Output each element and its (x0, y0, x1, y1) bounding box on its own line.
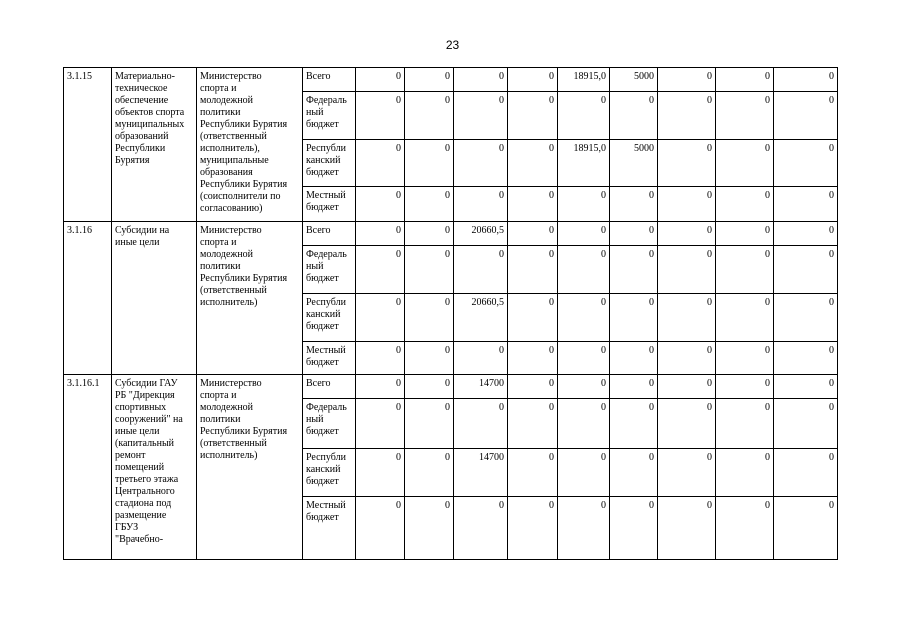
funding-value: 0 (405, 375, 454, 399)
funding-value: 0 (610, 222, 658, 246)
funding-value: 0 (774, 246, 838, 294)
funding-value: 0 (405, 92, 454, 140)
measure-name: Материально- техническое обеспечение объектов спорта муниципальных образований Республики Бурятия (112, 68, 197, 222)
funding-value: 14700 (454, 375, 508, 399)
funding-value: 0 (774, 140, 838, 187)
funding-value: 0 (658, 140, 716, 187)
funding-value: 0 (356, 68, 405, 92)
funding-value: 20660,5 (454, 222, 508, 246)
funding-value: 0 (558, 222, 610, 246)
funding-value: 0 (454, 497, 508, 560)
funding-value: 0 (774, 497, 838, 560)
funding-value: 0 (454, 140, 508, 187)
measure-executor: Министерство спорта и молодежной политики Республики Бурятия (ответственный исполнитель) (197, 222, 303, 375)
funding-value: 0 (356, 399, 405, 449)
measure-code: 3.1.16 (64, 222, 112, 375)
funding-value: 0 (658, 92, 716, 140)
funding-value: 0 (774, 187, 838, 222)
funding-value: 0 (774, 342, 838, 375)
funding-value: 0 (716, 497, 774, 560)
measure-code: 3.1.16.1 (64, 375, 112, 560)
funding-value: 0 (508, 294, 558, 342)
funding-value: 0 (508, 187, 558, 222)
funding-value: 0 (405, 246, 454, 294)
funding-value: 0 (716, 222, 774, 246)
measure-code: 3.1.15 (64, 68, 112, 222)
funding-value: 0 (508, 342, 558, 375)
funding-value: 0 (558, 497, 610, 560)
funding-value: 0 (405, 222, 454, 246)
table-row (64, 68, 838, 92)
funding-value: 0 (716, 449, 774, 497)
funding-value: 0 (658, 449, 716, 497)
funding-source: Федераль ный бюджет (303, 246, 356, 294)
funding-value: 0 (508, 375, 558, 399)
budget-table (63, 67, 838, 560)
funding-value: 0 (454, 187, 508, 222)
funding-value: 0 (658, 497, 716, 560)
funding-value: 0 (610, 342, 658, 375)
funding-value: 0 (658, 68, 716, 92)
table-body (64, 68, 838, 560)
funding-value: 18915,0 (558, 68, 610, 92)
funding-value: 0 (658, 342, 716, 375)
funding-value: 0 (658, 294, 716, 342)
funding-value: 0 (558, 187, 610, 222)
funding-value: 0 (658, 187, 716, 222)
funding-value: 0 (558, 92, 610, 140)
funding-value: 0 (508, 140, 558, 187)
funding-value: 0 (716, 246, 774, 294)
funding-value: 0 (405, 449, 454, 497)
funding-value: 0 (774, 294, 838, 342)
funding-value: 0 (356, 187, 405, 222)
funding-value: 0 (610, 375, 658, 399)
funding-value: 5000 (610, 68, 658, 92)
funding-source: Всего (303, 375, 356, 399)
funding-value: 0 (716, 140, 774, 187)
funding-value: 0 (454, 92, 508, 140)
funding-value: 0 (558, 375, 610, 399)
funding-source: Республи канский бюджет (303, 140, 356, 187)
funding-value: 0 (405, 294, 454, 342)
funding-value: 0 (774, 222, 838, 246)
funding-value: 0 (508, 246, 558, 294)
funding-source: Всего (303, 68, 356, 92)
funding-value: 0 (716, 375, 774, 399)
funding-value: 0 (508, 399, 558, 449)
funding-value: 0 (658, 222, 716, 246)
funding-value: 0 (454, 246, 508, 294)
measure-name: Субсидии ГАУ РБ "Дирекция спортивных сооружений" на иные цели (капитальный ремонт помещений третьего этажа Центрального стадиона под размещение ГБУЗ "Врачебно- (112, 375, 197, 560)
funding-value: 0 (508, 92, 558, 140)
funding-value: 0 (508, 68, 558, 92)
funding-value: 0 (356, 449, 405, 497)
funding-value: 0 (356, 342, 405, 375)
funding-value: 0 (356, 246, 405, 294)
funding-value: 0 (454, 68, 508, 92)
funding-value: 0 (558, 246, 610, 294)
funding-value: 0 (610, 294, 658, 342)
funding-value: 0 (405, 68, 454, 92)
funding-value: 0 (658, 399, 716, 449)
funding-value: 0 (716, 92, 774, 140)
funding-value: 18915,0 (558, 140, 610, 187)
funding-value: 0 (454, 399, 508, 449)
funding-value: 0 (716, 342, 774, 375)
funding-value: 0 (508, 449, 558, 497)
funding-value: 0 (774, 399, 838, 449)
funding-value: 0 (405, 140, 454, 187)
funding-value: 0 (610, 187, 658, 222)
funding-value: 0 (716, 187, 774, 222)
page-number: 23 (445, 38, 460, 52)
funding-value: 0 (405, 399, 454, 449)
funding-source: Республи канский бюджет (303, 294, 356, 342)
funding-value: 0 (356, 222, 405, 246)
funding-value: 0 (454, 342, 508, 375)
funding-value: 0 (716, 68, 774, 92)
funding-value: 0 (356, 140, 405, 187)
funding-value: 0 (658, 246, 716, 294)
funding-source: Местный бюджет (303, 342, 356, 375)
funding-value: 0 (356, 92, 405, 140)
funding-value: 0 (774, 449, 838, 497)
funding-value: 0 (558, 399, 610, 449)
funding-source: Местный бюджет (303, 497, 356, 560)
funding-value: 0 (774, 68, 838, 92)
funding-value: 0 (356, 375, 405, 399)
funding-value: 0 (774, 375, 838, 399)
funding-value: 0 (558, 294, 610, 342)
funding-value: 20660,5 (454, 294, 508, 342)
table-row (64, 375, 838, 399)
funding-value: 0 (508, 222, 558, 246)
funding-value: 0 (405, 497, 454, 560)
funding-value: 0 (558, 449, 610, 497)
funding-value: 0 (610, 449, 658, 497)
funding-value: 0 (610, 399, 658, 449)
measure-executor: Министерство спорта и молодежной политики Республики Бурятия (ответственный исполнитель), муниципальные образования Республики Бурятия (соисполнители по согласованию) (197, 68, 303, 222)
funding-value: 14700 (454, 449, 508, 497)
funding-value: 0 (610, 497, 658, 560)
funding-value: 0 (716, 399, 774, 449)
table-row (64, 222, 838, 246)
funding-value: 0 (508, 497, 558, 560)
funding-value: 0 (405, 187, 454, 222)
funding-value: 0 (610, 92, 658, 140)
funding-value: 0 (356, 294, 405, 342)
funding-source: Федераль ный бюджет (303, 92, 356, 140)
funding-source: Республи канский бюджет (303, 449, 356, 497)
funding-source: Всего (303, 222, 356, 246)
funding-value: 0 (658, 375, 716, 399)
measure-name: Субсидии на иные цели (112, 222, 197, 375)
funding-value: 0 (356, 497, 405, 560)
funding-value: 0 (558, 342, 610, 375)
measure-executor: Министерство спорта и молодежной политики Республики Бурятия (ответственный исполнитель) (197, 375, 303, 560)
funding-source: Федераль ный бюджет (303, 399, 356, 449)
funding-source: Местный бюджет (303, 187, 356, 222)
funding-value: 0 (405, 342, 454, 375)
funding-value: 0 (716, 294, 774, 342)
funding-value: 5000 (610, 140, 658, 187)
funding-value: 0 (774, 92, 838, 140)
funding-value: 0 (610, 246, 658, 294)
